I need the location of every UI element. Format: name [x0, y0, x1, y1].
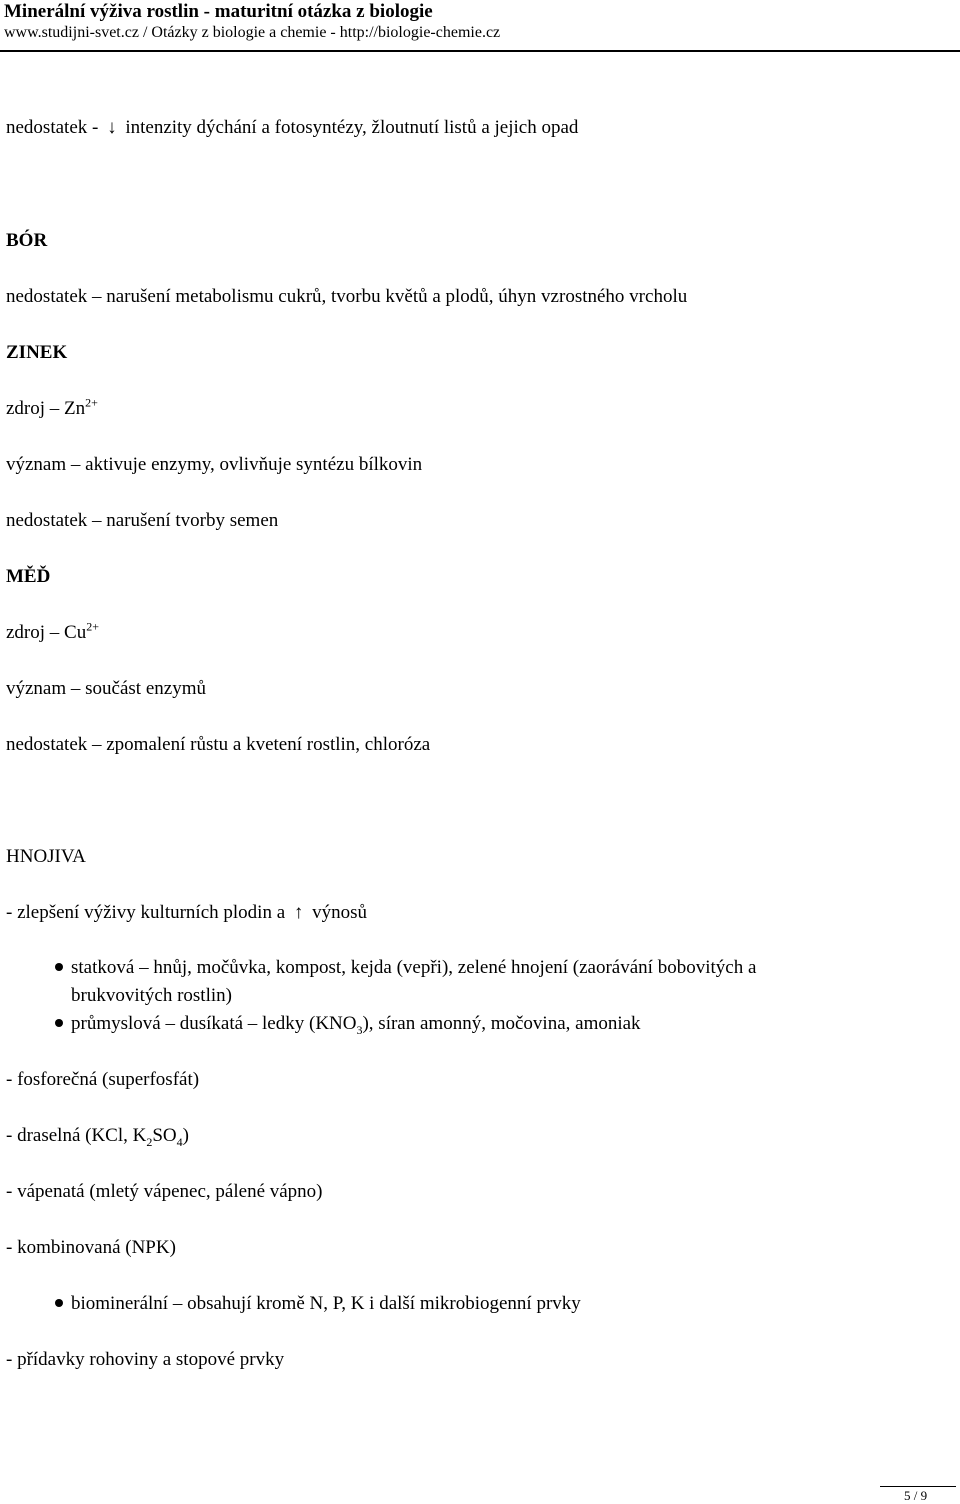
- hnojiva-intro: [6, 902, 367, 924]
- list-item-prumyslova: [71, 1013, 641, 1035]
- med-role: význam – součást enzymů: [6, 678, 206, 699]
- hnojiva-heading: HNOJIVA: [6, 846, 86, 867]
- pridavky-line: - přídavky rohoviny a stopové prvky: [6, 1349, 285, 1370]
- med-source-text: zdroj – Cu: [6, 622, 87, 643]
- draselna-mid: SO: [152, 1125, 177, 1146]
- up-arrow-icon: ↑: [293, 902, 304, 923]
- bor-heading: BÓR: [6, 230, 48, 251]
- med-deficiency: nedostatek – zpomalení růstu a kvetení rostlin, chloróza: [6, 734, 431, 755]
- list-item-biomineralni: biominerální – obsahují kromě N, P, K i další mikrobiogenní prvky: [71, 1293, 581, 1314]
- page-number: 5 / 9: [904, 1488, 928, 1503]
- subscript: 2: [146, 1134, 153, 1149]
- draselna-suffix: ): [182, 1125, 189, 1146]
- prumyslova-suffix: ), síran amonný, močovina, amoniak: [362, 1013, 641, 1034]
- document-title: Minerální výživa rostlin - maturitní otázka z biologie: [4, 1, 433, 22]
- med-charge: 2+: [86, 619, 99, 634]
- source-line: www.studijni-svet.cz / Otázky z biologie a chemie - http://biologie-chemie.cz: [4, 24, 501, 41]
- subscript: 3: [356, 1022, 363, 1037]
- footer-divider: [880, 1486, 956, 1487]
- magnesium-deficiency-line: [6, 117, 578, 139]
- draselna-text: - draselná (KCl, K: [6, 1125, 147, 1146]
- bullet-icon: [55, 1299, 63, 1307]
- zinek-deficiency: nedostatek – narušení tvorby semen: [6, 510, 279, 531]
- vapenata-line: - vápenatá (mletý vápenec, pálené vápno): [6, 1181, 323, 1202]
- zinek-source: [6, 395, 98, 420]
- zinek-heading: ZINEK: [6, 342, 68, 363]
- header-divider: [0, 50, 960, 52]
- draselna-line: [6, 1125, 189, 1147]
- med-source: [6, 619, 99, 644]
- hnojiva-intro-text: - zlepšení výživy kulturních plodin a: [6, 902, 286, 923]
- hnojiva-intro-suffix: výnosů: [312, 902, 368, 923]
- bor-deficiency: nedostatek – narušení metabolismu cukrů, tvorbu květů a plodů, úhyn vzrostného vrcholu: [6, 286, 688, 307]
- deficiency-label: nedostatek -: [6, 117, 99, 138]
- zinek-role: význam – aktivuje enzymy, ovlivňuje syntézu bílkovin: [6, 454, 423, 475]
- list-item-statkova: statková – hnůj, močůvka, kompost, kejda (vepři), zelené hnojení (zaorávání bobovitých a: [71, 957, 757, 978]
- fosforecna-line: - fosforečná (superfosfát): [6, 1069, 200, 1090]
- down-arrow-icon: ↓: [107, 117, 117, 138]
- bullet-icon: [55, 963, 63, 971]
- zinek-charge: 2+: [85, 395, 98, 410]
- list-item-statkova-cont: brukvovitých rostlin): [71, 985, 232, 1006]
- kombinovana-line: - kombinovaná (NPK): [6, 1237, 176, 1258]
- prumyslova-text: průmyslová – dusíkatá – ledky (KNO: [71, 1013, 357, 1034]
- med-heading: MĚĎ: [6, 566, 51, 587]
- deficiency-text: intenzity dýchání a fotosyntézy, žloutnutí listů a jejich opad: [125, 117, 579, 138]
- bullet-icon: [55, 1019, 63, 1027]
- zinek-source-text: zdroj – Zn: [6, 398, 86, 419]
- subscript: 4: [176, 1134, 183, 1149]
